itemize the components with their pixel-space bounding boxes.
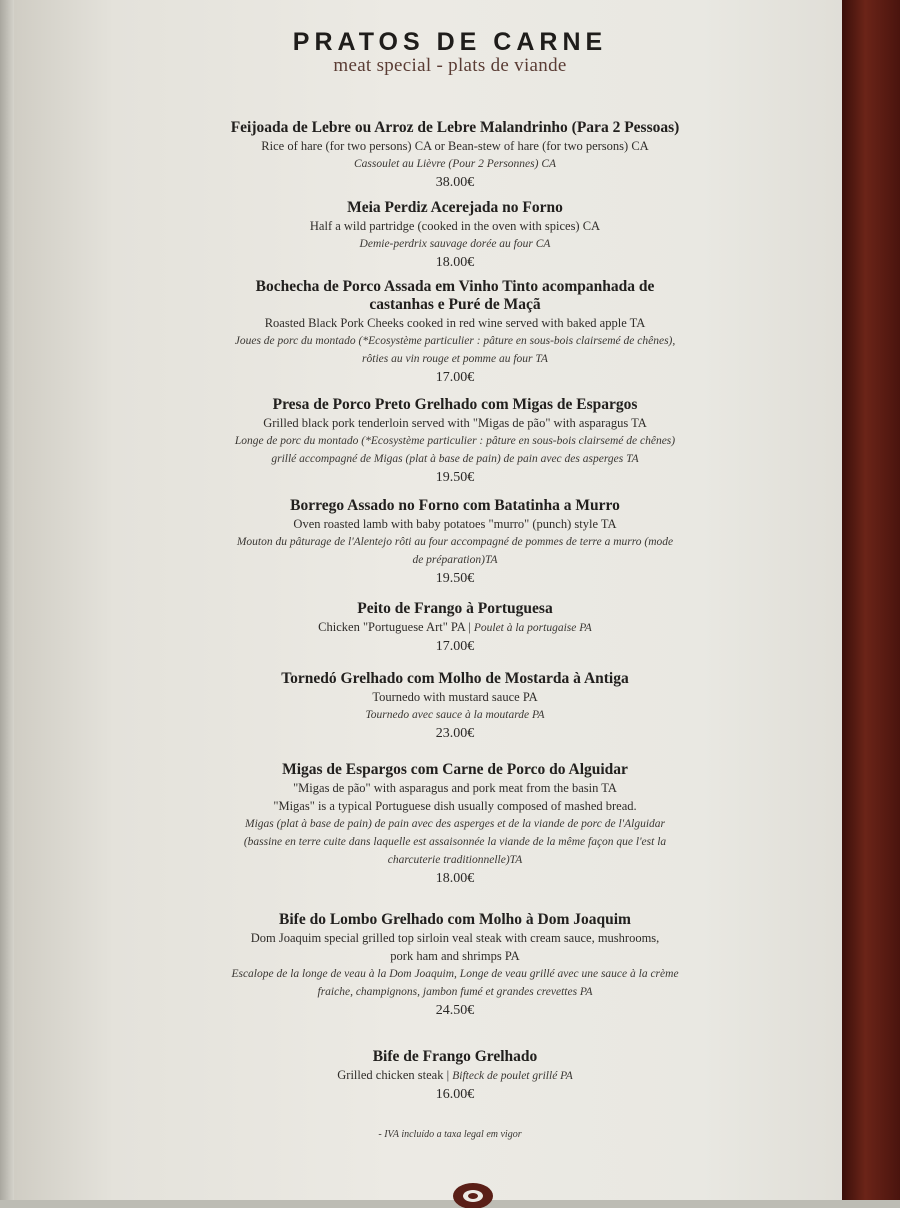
dish-name: Bife do Lombo Grelhado com Molho à Dom Joaquim [279, 911, 631, 928]
language-separator: | [446, 1068, 450, 1082]
dish-item [160, 497, 750, 588]
dish-description-en: "Migas de pão" with asparagus and pork meat from the basin TA [293, 781, 617, 795]
dish-item [160, 396, 750, 487]
dish-name: Migas de Espargos com Carne de Porco do Alguidar [282, 761, 628, 778]
dish-description-fr: Longe de porc du montado (*Ecosystème particulier : pâture en sous-bois clairsemé de chênes) [234, 435, 676, 447]
dish-description-en: Tournedo with mustard sauce PA [372, 690, 538, 704]
dish-name: Feijoada de Lebre ou Arroz de Lebre Malandrinho (Para 2 Pessoas) [230, 119, 680, 136]
section-title: PRATOS DE CARNE [292, 28, 608, 56]
dish-description-line [160, 1066, 750, 1085]
dish-description-en-continued: pork ham and shrimps PA [390, 949, 520, 963]
dish-price: 19.50€ [435, 571, 475, 586]
dish-description-fr-continued: (bassine en terre cuite dans laquelle est assaisonnée la viande de la même façon que l'est la [243, 836, 667, 848]
vat-footnote: - IVA incluído a taxa legal em vigor [378, 1129, 522, 1140]
dish-name: Peito de Frango à Portuguesa [357, 600, 553, 617]
dish-price: 17.00€ [435, 639, 475, 654]
dish-name: Meia Perdiz Acerejada no Forno [347, 199, 563, 216]
dish-description-en: Dom Joaquim special grilled top sirloin veal steak with cream sauce, mushrooms, [250, 931, 660, 945]
dish-name: Borrego Assado no Forno com Batatinha a Murro [290, 497, 620, 514]
dish-description-fr-continued: grillé accompagné de Migas (plat à base de pain) de pain avec des asperges TA [271, 453, 639, 465]
dish-description-fr-continued: rôties au vin rouge et pomme au four TA [362, 353, 548, 365]
dish-item [160, 1048, 750, 1104]
dish-price: 24.50€ [435, 1003, 475, 1018]
dish-description-fr: Mouton du pâturage de l'Alentejo rôti au four accompagné de pommes de terre a murro (mode [236, 536, 674, 548]
dish-description-fr: Escalope de la longe de veau à la Dom Joaquim, Longe de veau grillé avec une sauce à la crème [231, 968, 679, 980]
section-subtitle: meat special - plats de viande [333, 55, 567, 76]
dish-item [160, 119, 750, 192]
dish-description-fr: Migas (plat à base de pain) de pain avec des asperges et de la viande de porc de l'Alguidar [245, 818, 665, 830]
dish-description-fr-continued: fraiche, champignons, jambon fumé et grandes crevettes PA [317, 986, 593, 998]
dish-description-fr: Joues de porc du montado (*Ecosystème particulier : pâture en sous-bois clairsemé de chênes), [234, 335, 676, 347]
dish-description-en: Oven roasted lamb with baby potatoes "murro" (punch) style TA [293, 517, 617, 531]
dish-item [160, 278, 750, 387]
dish-description-en: Roasted Black Pork Cheeks cooked in red wine served with baked apple TA [264, 316, 646, 330]
dish-description-fr: Tournedo avec sauce à la moutarde PA [365, 709, 545, 721]
dish-item [160, 670, 750, 743]
dish-name-continued: castanhas e Puré de Maçã [369, 296, 541, 313]
dish-name: Tornedó Grelhado com Molho de Mostarda à Antiga [281, 670, 629, 687]
dish-description-line [160, 618, 750, 637]
dish-name: Bochecha de Porco Assada em Vinho Tinto acompanhada de [255, 278, 655, 295]
dish-item [160, 600, 750, 656]
dish-item [160, 761, 750, 888]
dish-name: Bife de Frango Grelhado [372, 1048, 538, 1065]
dish-description-en: Grilled black pork tenderloin served with "Migas de pão" with asparagus TA [263, 416, 647, 430]
dish-price: 17.00€ [435, 370, 475, 385]
dish-description-en: Half a wild partridge (cooked in the oven with spices) CA [309, 219, 601, 233]
language-separator: | [468, 620, 471, 634]
restaurant-logo-icon [451, 1178, 495, 1208]
dish-price: 16.00€ [435, 1087, 475, 1102]
dish-item [160, 199, 750, 272]
dish-name: Presa de Porco Preto Grelhado com Migas de Espargos [272, 396, 638, 413]
dish-price: 38.00€ [435, 175, 475, 190]
dish-item [160, 911, 750, 1020]
menu-header [0, 28, 900, 77]
dish-price: 23.00€ [435, 726, 475, 741]
dish-description-fr-continued: charcuterie traditionnelle)TA [387, 854, 523, 866]
dish-description-fr: Bifteck de poulet grillé PA [452, 1070, 573, 1082]
dish-description-fr: Demie-perdrix sauvage dorée au four CA [359, 238, 551, 250]
dish-price: 18.00€ [435, 871, 475, 886]
dish-description-fr: Poulet à la portugaise PA [473, 622, 592, 634]
dish-description-fr-continued: de préparation)TA [412, 554, 498, 566]
dish-description-fr: Cassoulet au Lièvre (Pour 2 Personnes) CA [353, 158, 557, 170]
dish-description-en: Grilled chicken steak [337, 1068, 444, 1082]
dish-description-en: Rice of hare (for two persons) CA or Bean-stew of hare (for two persons) CA [261, 139, 649, 153]
dish-description-en-continued: "Migas" is a typical Portuguese dish usually composed of mashed bread. [273, 799, 637, 813]
leather-cover [842, 0, 900, 1200]
dish-price: 19.50€ [435, 470, 475, 485]
dish-description-en: Chicken "Portuguese Art" PA [318, 620, 466, 634]
dish-price: 18.00€ [435, 255, 475, 270]
page-edge-shadow [0, 0, 14, 1200]
